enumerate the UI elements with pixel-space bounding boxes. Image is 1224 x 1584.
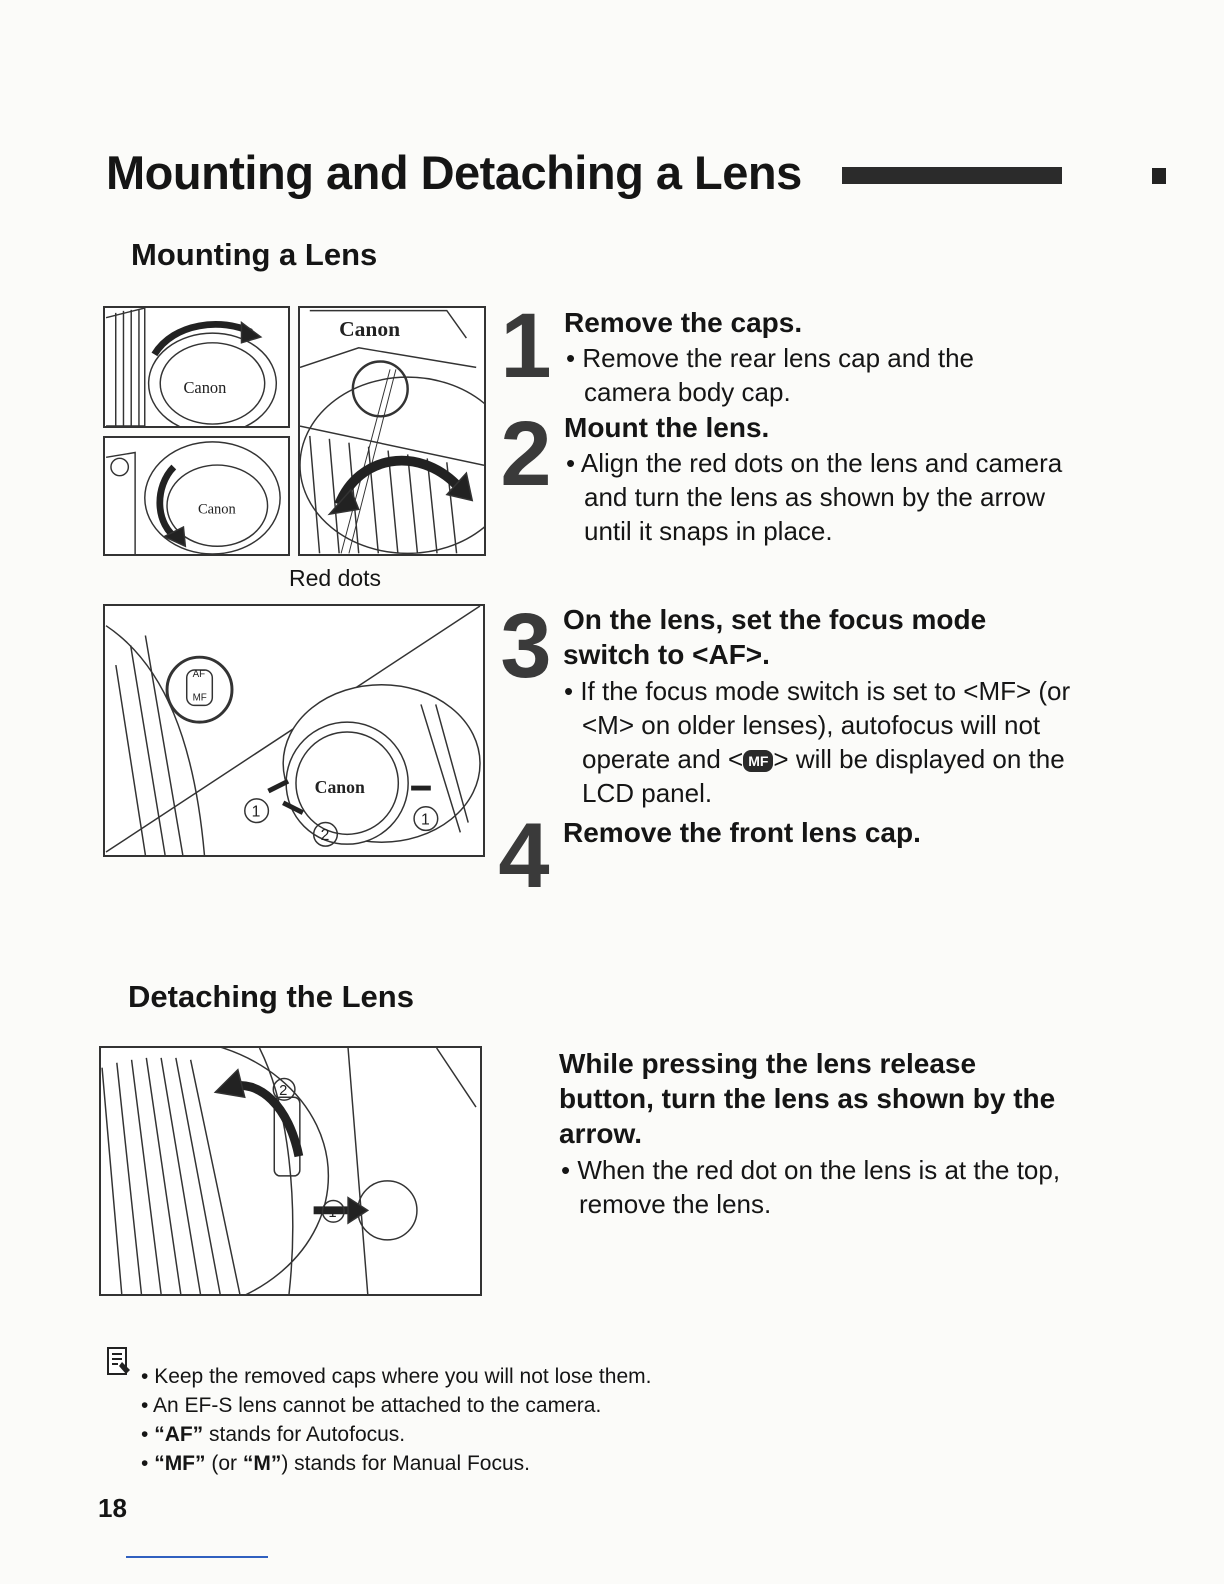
canon-logo-text: Canon <box>314 776 365 797</box>
step-marker-1: 1 <box>420 811 430 829</box>
figure-mount-lens <box>298 306 486 556</box>
mounting-heading: Mounting a Lens <box>131 237 378 272</box>
figure-rear-lens-cap <box>103 306 290 428</box>
step-number: 1 <box>500 295 552 397</box>
note-line: • Keep the removed caps where you will not lose them. <box>141 1362 651 1391</box>
mount-lens-illustration <box>300 308 484 554</box>
step-marker-2: 2 <box>320 827 330 845</box>
detaching-heading: Detaching the Lens <box>128 979 414 1014</box>
figure-body-cap <box>103 436 290 556</box>
body-cap-illustration <box>105 438 288 554</box>
detach-lens-illustration <box>101 1048 480 1294</box>
note-line: • An EF-S lens cannot be attached to the camera. <box>141 1391 601 1420</box>
memo-icon <box>106 1346 132 1376</box>
note-term: “M” <box>242 1452 282 1475</box>
red-dots-caption: Red dots <box>289 565 382 591</box>
step-bullet: • Remove the rear lens cap and the camera body cap. <box>566 341 1054 409</box>
figure-detach-lens <box>99 1046 482 1296</box>
step-bullet-text: If the focus mode switch is set to <MF> (or <M> on older lenses), autofocus will not operate and < <box>580 676 1071 774</box>
note-line <box>141 1420 405 1449</box>
section-marker <box>1152 168 1166 184</box>
rear-lens-cap-illustration <box>105 308 288 426</box>
detach-bullet: • When the red dot on the lens is at the top, remove the lens. <box>561 1153 1089 1221</box>
note-term: “AF” <box>154 1423 204 1446</box>
step-marker-1: 1 <box>328 1205 337 1222</box>
step-bullet <box>564 674 1082 810</box>
page-number: 18 <box>98 1493 127 1523</box>
step-bullet-text: > will be displayed on the LCD panel. <box>582 744 1065 808</box>
step-number: 2 <box>500 403 552 505</box>
step-marker-2: 2 <box>279 1083 288 1100</box>
note-line <box>141 1449 530 1478</box>
note-term: “MF” <box>154 1452 206 1475</box>
step-heading: On the lens, set the focus mode switch to <AF>. <box>563 604 987 670</box>
canon-logo-text: Canon <box>197 501 236 518</box>
note-text: stands for Autofocus. <box>203 1423 406 1446</box>
step-heading: Remove the front lens cap. <box>563 817 921 848</box>
step-heading: Mount the lens. <box>564 412 770 443</box>
step-number: 3 <box>500 595 552 697</box>
mf-lcd-icon: MF <box>743 750 773 772</box>
detach-heading: While pressing the lens release button, turn the lens as shown by the arrow. <box>559 1048 1056 1149</box>
step-number: 4 <box>498 805 550 907</box>
focus-switch-illustration <box>105 606 483 855</box>
canon-logo-text: Canon <box>183 378 227 398</box>
page-title: Mounting and Detaching a Lens <box>106 146 802 199</box>
footer-rule <box>126 1556 268 1558</box>
af-mark: AF <box>192 668 206 680</box>
step-bullet: • Align the red dots on the lens and camera and turn the lens as shown by the arrow until it snaps in place. <box>566 446 1064 548</box>
figure-focus-switch <box>103 604 485 857</box>
note-text: ) stands for Manual Focus. <box>281 1452 530 1475</box>
step-heading: Remove the caps. <box>564 307 803 338</box>
note-text: (or <box>205 1452 243 1475</box>
title-rule <box>842 167 1062 184</box>
canon-logo-text: Canon <box>339 317 401 342</box>
mf-mark: MF <box>192 692 207 704</box>
step-marker-1: 1 <box>251 803 261 821</box>
